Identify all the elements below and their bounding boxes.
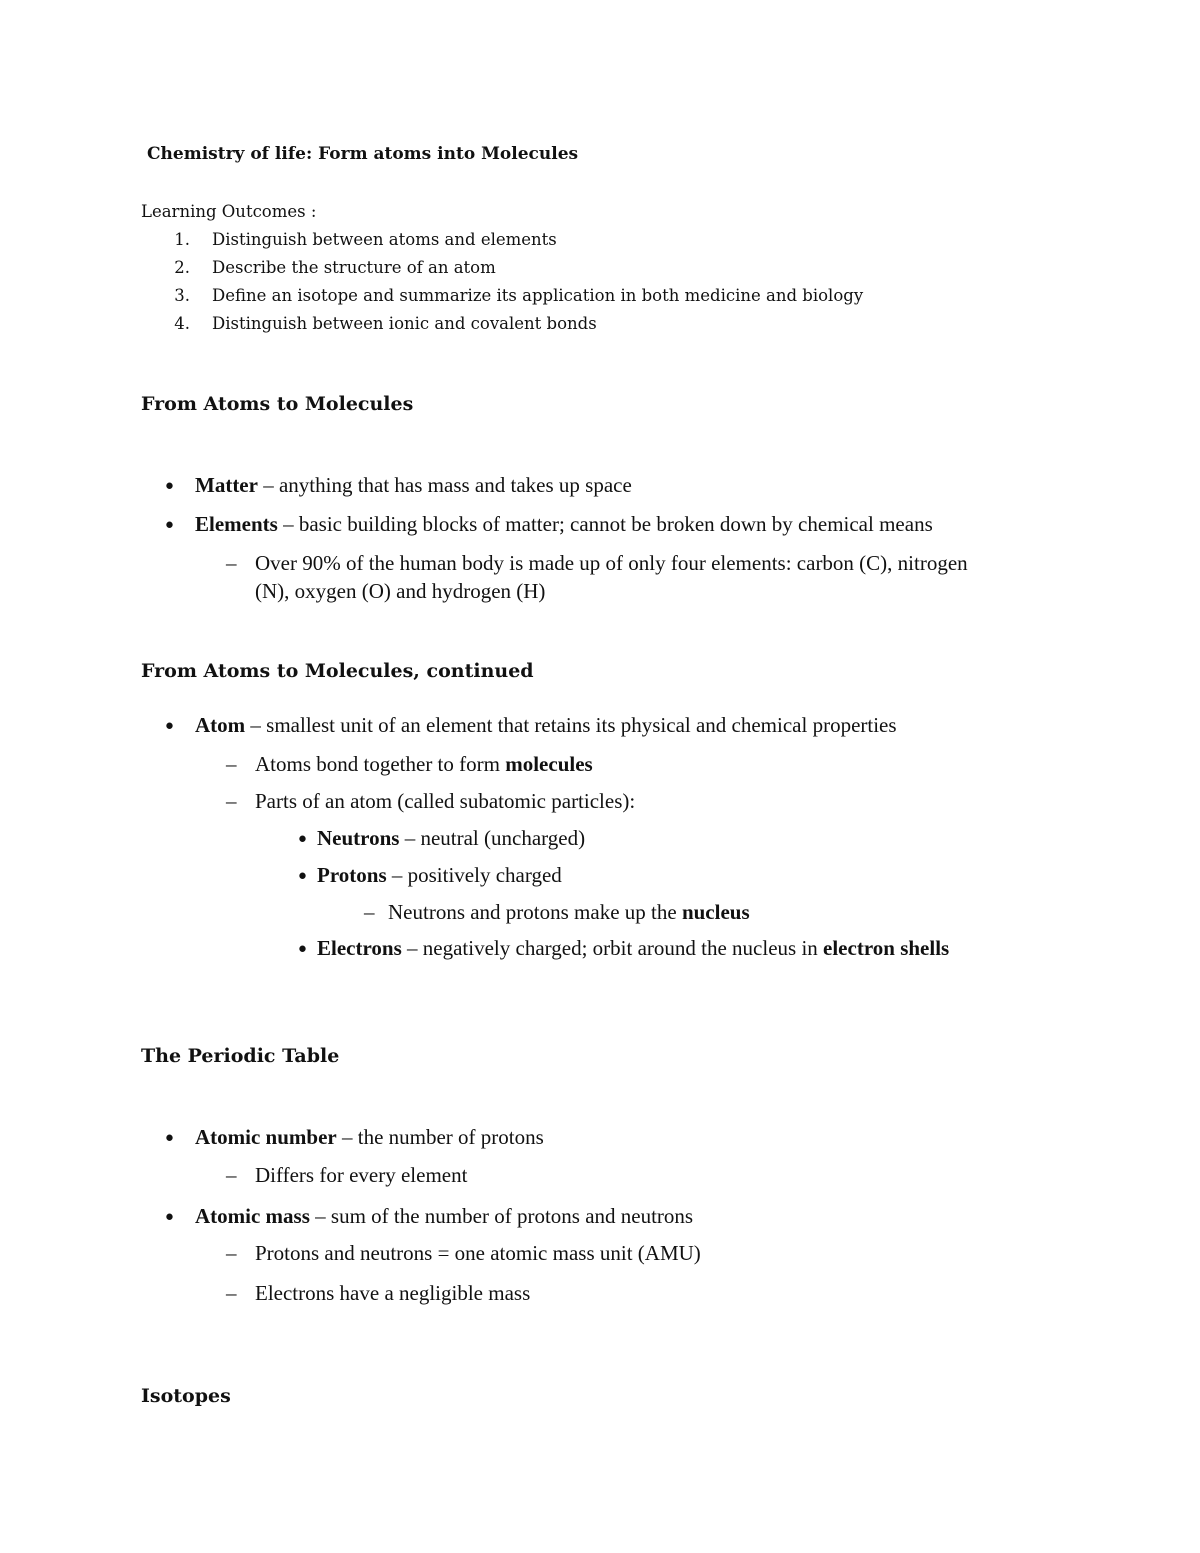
sub-item: Over 90% of the human body is made up of only four elements: carbon (C), nitrogen	[255, 551, 968, 575]
outcome-number: 3.	[174, 286, 190, 305]
definition: – negatively charged; orbit around the nucleus in	[401, 936, 824, 960]
outcomes-label: Learning Outcomes :	[141, 202, 317, 221]
sub-item	[255, 752, 593, 777]
definition: – basic building blocks of matter; cannot be broken down by chemical means	[277, 512, 933, 536]
dash-icon: –	[364, 900, 375, 924]
bullet-icon: •	[163, 715, 176, 740]
dash-icon: –	[226, 1241, 237, 1265]
section-heading: Isotopes	[141, 1385, 231, 1407]
term: electron shells	[823, 936, 950, 960]
outcome-item: Distinguish between atoms and elements	[212, 230, 557, 249]
term: Electrons	[317, 936, 402, 960]
atomic-mass-item	[195, 1204, 693, 1229]
sub-item-continued: (N), oxygen (O) and hydrogen (H)	[255, 579, 546, 603]
term: Atomic number	[195, 1125, 337, 1149]
definition: – the number of protons	[336, 1125, 544, 1149]
definition: – sum of the number of protons and neutrons	[309, 1204, 694, 1228]
outcome-number: 1.	[174, 230, 190, 249]
bullet-icon: •	[163, 514, 176, 539]
sub-item: Differs for every element	[255, 1163, 468, 1187]
text: Atoms bond together to form	[255, 752, 506, 776]
term: Atomic mass	[195, 1204, 310, 1228]
sub-item	[388, 900, 750, 925]
atom-item	[195, 713, 897, 738]
text: Neutrons and protons make up the	[388, 900, 682, 924]
atomic-number-item	[195, 1125, 544, 1150]
term: Matter	[195, 473, 258, 497]
bullet-icon: •	[296, 865, 309, 890]
term: Elements	[195, 512, 278, 536]
section-heading: The Periodic Table	[141, 1045, 340, 1067]
dash-icon: –	[226, 789, 237, 813]
dash-icon: –	[226, 551, 237, 575]
term: molecules	[505, 752, 593, 776]
definition: – anything that has mass and takes up space	[257, 473, 632, 497]
dash-icon: –	[226, 1281, 237, 1305]
term: nucleus	[681, 900, 750, 924]
outcome-number: 2.	[174, 258, 190, 277]
outcome-item: Define an isotope and summarize its application in both medicine and biology	[212, 286, 864, 305]
protons-item	[317, 863, 562, 888]
outcome-number: 4.	[174, 314, 190, 333]
matter-item	[195, 473, 632, 498]
definition: – neutral (uncharged)	[399, 826, 586, 850]
page-title: Chemistry of life: Form atoms into Molecules	[147, 144, 579, 164]
definition: – positively charged	[386, 863, 562, 887]
term: Protons	[317, 863, 387, 887]
bullet-icon: •	[163, 475, 176, 500]
outcome-item: Describe the structure of an atom	[212, 258, 496, 277]
dash-icon: –	[226, 1163, 237, 1187]
section-heading: From Atoms to Molecules, continued	[141, 660, 534, 682]
neutrons-item	[317, 826, 585, 851]
sub-item: Protons and neutrons = one atomic mass unit (AMU)	[255, 1241, 701, 1265]
electrons-item	[317, 936, 949, 961]
bullet-icon: •	[163, 1206, 176, 1231]
bullet-icon: •	[296, 938, 309, 963]
section-heading: From Atoms to Molecules	[141, 393, 414, 415]
term: Neutrons	[317, 826, 400, 850]
outcome-item: Distinguish between ionic and covalent bonds	[212, 314, 597, 333]
sub-item: Electrons have a negligible mass	[255, 1281, 531, 1305]
term: Atom	[195, 713, 246, 737]
definition: – smallest unit of an element that retains its physical and chemical properties	[245, 713, 897, 737]
sub-item: Parts of an atom (called subatomic particles):	[255, 789, 636, 813]
bullet-icon: •	[163, 1127, 176, 1152]
bullet-icon: •	[296, 828, 309, 853]
elements-item	[195, 512, 933, 537]
dash-icon: –	[226, 752, 237, 776]
